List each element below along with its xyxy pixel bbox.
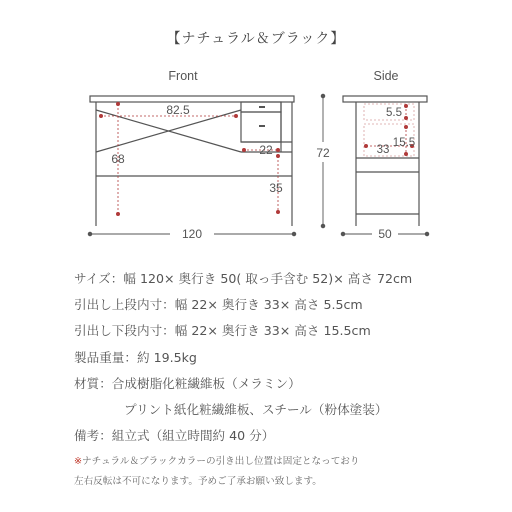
- spec-lower-drawer: 引出し下段内寸：幅 22× 奥行き 33× 高さ 15.5cm: [74, 323, 371, 339]
- dim-upper-drawer-height: 5.5: [386, 107, 402, 119]
- note-line-2: 左右反転は不可になります。予めご了承お願い致します。: [74, 476, 322, 487]
- spec-weight: 製品重量：約 19.5kg: [74, 349, 197, 365]
- total-height-line: [321, 94, 325, 228]
- dim-inner-width: 82.5: [166, 103, 190, 117]
- page-title: 【ナチュラル＆ブラック】: [166, 31, 346, 47]
- drawer-handle-lower: [259, 125, 265, 127]
- dim-height-under: 68: [111, 152, 125, 166]
- spec-remarks: 備考：組立式（組立時間約 40 分）: [74, 428, 275, 444]
- side-top-board: [343, 96, 427, 102]
- spec-size: サイズ：幅 120× 奥行き 50( 取っ手含む 52)× 高さ 72cm: [74, 271, 413, 286]
- dim-total-width: 120: [181, 227, 203, 241]
- desk-top-board: [90, 96, 294, 102]
- note-mark: ※: [74, 456, 83, 467]
- front-view-label: Front: [168, 69, 198, 83]
- spec-list: [74, 266, 412, 449]
- dim-drawer-depth: 33: [376, 144, 390, 156]
- dim-drawer-width: 22: [259, 143, 273, 157]
- side-view-label: Side: [373, 69, 399, 83]
- note-line-1: ナチュラル＆ブラックカラーの引き出し位置は固定となっており: [82, 456, 360, 467]
- dim-total-height: 72: [316, 146, 330, 160]
- dim-drawer-clearance: 35: [269, 181, 283, 195]
- spec-material-1: 材質：合成樹脂化粧繊維板（メラミン）: [74, 375, 301, 391]
- drawer-handle-upper: [259, 106, 265, 108]
- dim-lower-drawer-height: 15.5: [392, 137, 416, 149]
- dim-total-depth: 50: [378, 227, 392, 241]
- note: [74, 452, 360, 492]
- spec-upper-drawer: 引出し上段内寸：幅 22× 奥行き 33× 高さ 5.5cm: [74, 297, 363, 313]
- spec-material-2: プリント紙化粧繊維板、スチール（粉体塗装）: [124, 402, 388, 418]
